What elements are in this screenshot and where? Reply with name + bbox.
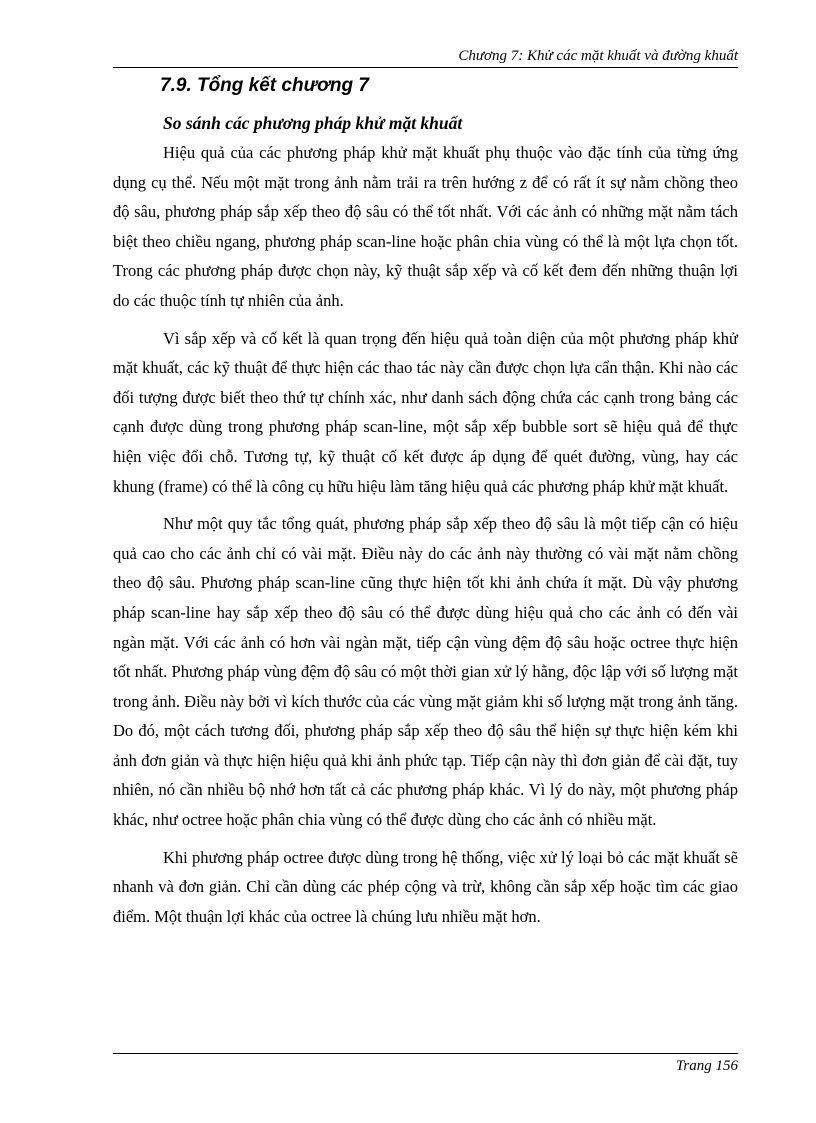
page-number: Trang 156: [675, 1058, 738, 1074]
section-heading: 7.9. Tổng kết chương 7: [160, 75, 369, 96]
paragraph: Như một quy tắc tổng quát, phương pháp sắp xếp theo độ sâu là một tiếp cận có hiệu quả cao cho các ảnh chỉ có vài mặt. Điều này do các ảnh này thường có vài mặt nằm chồng theo độ sâu. Phương pháp scan-line cũng thực hiện tốt khi ảnh chứa ít mặt. Dù vậy phương pháp scan-line hay sắp xếp theo độ sâu có thể được dùng hiệu quả cho các ảnh có đến vài ngàn mặt. Với các ảnh có hơn vài ngàn mặt, tiếp cận vùng đệm độ sâu hoặc octree thực hiện tốt nhất. Phương pháp vùng đệm độ sâu có một thời gian xử lý hằng, độc lập với số lượng mặt trong ảnh. Điều này bởi vì kích thước của các vùng mặt giảm khi số lượng mặt trong ảnh tăng. Do đó, một cách tương đối, phương pháp sắp xếp theo độ sâu thể hiện sự thực hiện kém khi ảnh đơn giản và thực hiện hiệu quả khi ảnh phức tạp. Tiếp cận này thì đơn giản để cài đặt, tuy nhiên, nó cần nhiều bộ nhớ hơn tất cả các phương pháp khác. Vì lý do này, một phương pháp khác, như octree hoặc phân chia vùng có thể được dùng cho các ảnh có nhiều mặt.: [113, 514, 738, 830]
paragraph: Hiệu quả của các phương pháp khử mặt khuất phụ thuộc vào đặc tính của từng ứng dụng cụ thể. Nếu một mặt trong ảnh nằm trải ra trên hướng z để có rất ít sự nằm chồng theo độ sâu, phương pháp sắp xếp theo độ sâu có thể tốt nhất. Với các ảnh có những mặt nằm tách biệt theo chiều ngang, phương pháp scan-line hoặc phân chia vùng có thể là một lựa chọn tốt. Trong các phương pháp được chọn này, kỹ thuật sắp xếp và cố kết đem đến những thuận lợi do các thuộc tính tự nhiên của ảnh.: [113, 143, 738, 310]
footer-divider: [113, 1053, 738, 1054]
subsection-heading: So sánh các phương pháp khử mặt khuất: [163, 113, 463, 133]
running-header: Chương 7: Khử các mặt khuất và đường khuất: [458, 48, 738, 64]
header-divider: [113, 67, 738, 68]
paragraph: Khi phương pháp octree được dùng trong hệ thống, việc xử lý loại bỏ các mặt khuất sẽ nhanh và đơn giản. Chỉ cần dùng các phép cộng và trừ, không cần sắp xếp hoặc tìm các giao điểm. Một thuận lợi khác của octree là chúng lưu nhiều mặt hơn.: [113, 847, 738, 926]
body-text: [113, 138, 738, 939]
paragraph: Vì sắp xếp và cố kết là quan trọng đến hiệu quả toàn diện của một phương pháp khử mặt khuất, các kỹ thuật để thực hiện các thao tác này cần được chọn lựa cẩn thận. Khi nào các đối tượng được biết theo thứ tự chính xác, như danh sách động chứa các cạnh trong bảng các cạnh được dùng trong phương pháp scan-line, một sắp xếp bubble sort sẽ hiệu quả để thực hiện việc đổi chỗ. Tương tự, kỹ thuật cố kết được áp dụng để quét đường, vùng, hay các khung (frame) có thể là công cụ hữu hiệu làm tăng hiệu quả các phương pháp khử mặt khuất.: [113, 328, 738, 496]
